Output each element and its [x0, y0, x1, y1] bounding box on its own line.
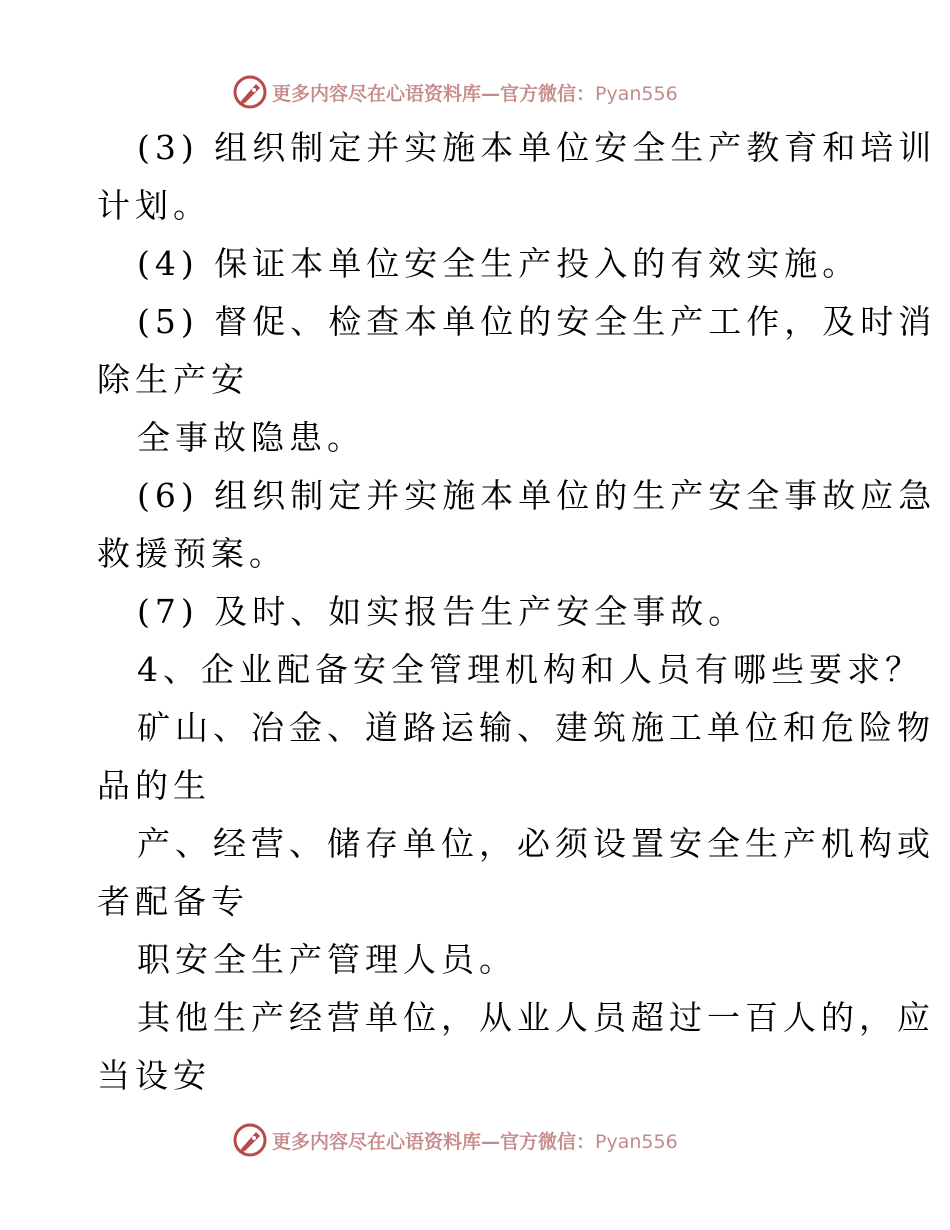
- fountain-pen-logo-icon: [232, 1122, 268, 1158]
- paragraph-line: 救援预案。: [97, 534, 287, 573]
- paragraph-line: 其他生产经营单位，从业人员超过一百人的，应: [137, 998, 935, 1037]
- section-heading: 4、企业配备安全管理机构和人员有哪些要求？: [137, 650, 923, 689]
- watermark-banner-top: [232, 72, 678, 112]
- paragraph-line: 当设安: [97, 1056, 211, 1095]
- paragraph-line: 品的生: [97, 766, 211, 805]
- paragraph-line: (6) 组织制定并实施本单位的生产安全事故应急: [137, 476, 937, 515]
- watermark-text: 更多内容尽在心语资料库—官方微信：Pyan556: [272, 82, 678, 105]
- paragraph-line: 矿山、冶金、道路运输、建筑施工单位和危险物: [137, 708, 935, 747]
- paragraph-line: 产、经营、储存单位，必须设置安全生产机构或: [137, 824, 935, 863]
- fountain-pen-logo-icon: [232, 74, 268, 110]
- paragraph-line: 全事故隐患。: [137, 418, 365, 457]
- paragraph-line: 计划。: [97, 186, 211, 225]
- paragraph-line: (5) 督促、检查本单位的安全生产工作，及时消: [137, 302, 937, 341]
- paragraph-line: (4) 保证本单位安全生产投入的有效实施。: [137, 244, 861, 283]
- paragraph-line: 除生产安: [97, 360, 249, 399]
- paragraph-line: (7) 及时、如实报告生产安全事故。: [137, 592, 747, 631]
- paragraph-line: 者配备专: [97, 882, 249, 921]
- paragraph-line: 职安全生产管理人员。: [137, 940, 517, 979]
- paragraph-line: (3) 组织制定并实施本单位安全生产教育和培训: [137, 128, 937, 167]
- watermark-text: 更多内容尽在心语资料库—官方微信：Pyan556: [272, 1130, 678, 1153]
- watermark-banner-bottom: [232, 1120, 678, 1160]
